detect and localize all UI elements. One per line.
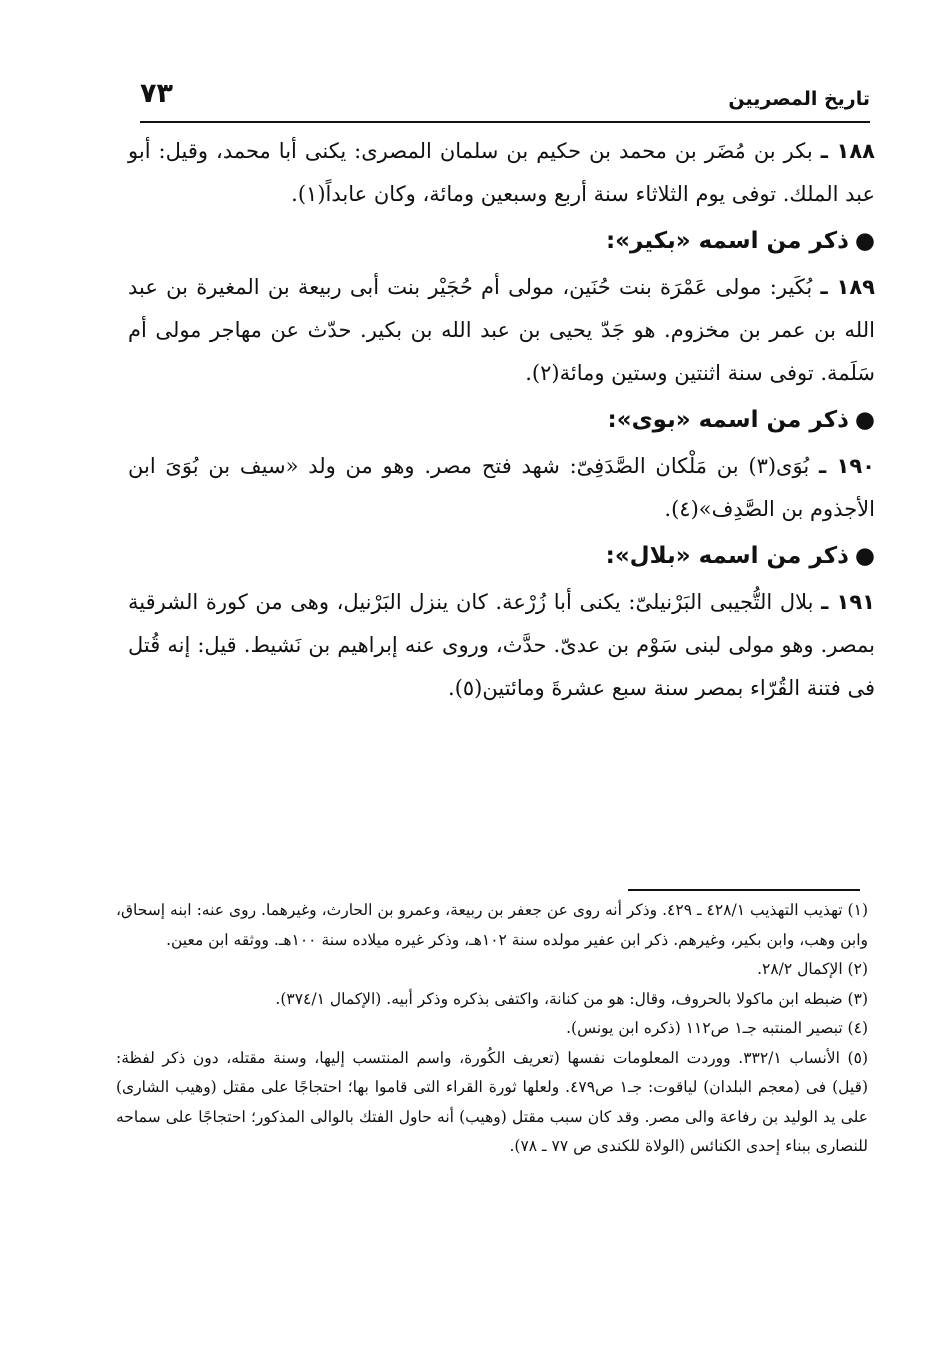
section-heading-text: ذكر من اسمه «بلال»: <box>605 543 849 569</box>
footnote-2: (٢) الإكمال ٢٨/٢. <box>757 960 868 978</box>
footnote-3: (٣) ضبطه ابن ماكولا بالحروف، وقال: هو من كنانة، واكتفى بذكره وذكر أبيه. (الإكمال ٣٧٤/١). <box>275 989 868 1008</box>
entry-text: بلال التُّجيبى البَرْنيلىّ: يكنى أبا زُرْعة. كان ينزل البَرْنيل، وهى من كورة الشرقية بمصر. وهو مولى لبنى سَوْم بن عدىّ. حدَّث، وروى عنه إبراهيم بن نَشيط. قيل: إنه قُتل فى فتنة القُرّاء بمصر سنة سبع عشرةَ ومائتين(٥). <box>128 590 875 700</box>
entry-number: ١٨٩ ـ <box>820 275 875 299</box>
entry-number: ١٩١ ـ <box>821 590 875 614</box>
page-number: ٧٣ <box>140 78 173 109</box>
footnote-1: (١) تهذيب التهذيب ٤٢٨/١ ـ ٤٢٩. وذكر أنه روى عن جعفر بن ربيعة، وعمرو بن الحارث، وغيرهما. روى عنه: ابنه إسحاق، وابن وهب، وابن بكير، وغيرهم. ذكر ابن عفير مولده سنة ١٠٢هـ، وذكر غيره ميلاده سنة ١٠٠هـ. ووثقه ابن معين. <box>116 901 868 949</box>
page-header <box>140 78 870 118</box>
entry-text: بُكَير: مولى عَمْرَة بنت حُنَين، مولى أم حُجَيْر بنت أبى ربيعة بن المغيرة بن عبد الله بن عمر بن مخزوم. هو جَدّ يحيى بن عبد الله بن بكير. حدّث عن مهاجر مولى أم سَلَمة. توفى سنة اثنتين وستين ومائة(٢). <box>128 275 875 385</box>
section-heading-bukayr <box>128 220 875 262</box>
section-heading-bilal <box>128 535 875 577</box>
footnote-rule <box>628 889 860 891</box>
running-head: تاريخ المصريين <box>728 88 870 110</box>
entry-text: بُوَى(٣) بن مَلْكان الصَّدَفِىّ: شهد فتح مصر. وهو من ولد «سيف بن بُوَىَ ابن الأجذوم بن الصَّدِف»(٤). <box>128 454 875 521</box>
biography-entry-191 <box>128 581 875 710</box>
biography-entry-188 <box>128 130 875 216</box>
entry-number: ١٨٨ ـ <box>820 139 875 163</box>
bullet-icon: ● <box>854 228 875 254</box>
biography-entry-189 <box>128 266 875 395</box>
entry-number: ١٩٠ ـ <box>818 454 875 478</box>
main-text <box>128 130 875 710</box>
footnotes <box>116 896 868 1162</box>
footnote-4: (٤) تبصير المنتبه جـ١ ص١١٢ (ذكره ابن يونس). <box>566 1019 868 1037</box>
entry-text: بكر بن مُضَر بن محمد بن حكيم بن سلمان المصرى: يكنى أبا محمد، وقيل: أبو عبد الملك. توفى يوم الثلاثاء سنة أربع وسبعين ومائة، وكان عابداً(١). <box>128 139 875 206</box>
biography-entry-190 <box>128 445 875 531</box>
section-heading-text: ذكر من اسمه «بكير»: <box>605 228 849 254</box>
bullet-icon: ● <box>854 407 875 433</box>
section-heading-text: ذكر من اسمه «بوى»: <box>607 407 849 433</box>
footnote-5: (٥) الأنساب ٣٣٢/١. ووردت المعلومات نفسها (تعريف الكُورة، واسم المنتسب إليها، وسنة مقتله، دون ذكر لفظة: (قيل) فى (معجم البلدان) لياقوت: جـ١ ص٤٧٩. ولعلها ثورة القراء التى قاموا بها؛ احتجاجًا على مقتل (وهيب الشارى) على يد الوليد بن رفاعة والى مصر. وقد كان سبب مقتل (وهيب) أنه حاول الفتك بالوالى المذكور؛ احتجاجًا على سماحه للنصارى ببناء إحدى الكنائس (الولاة للكندى ص ٧٧ ـ ٧٨). <box>116 1048 869 1155</box>
bullet-icon: ● <box>854 543 875 569</box>
header-rule <box>140 121 870 123</box>
section-heading-buwayy <box>128 399 875 441</box>
